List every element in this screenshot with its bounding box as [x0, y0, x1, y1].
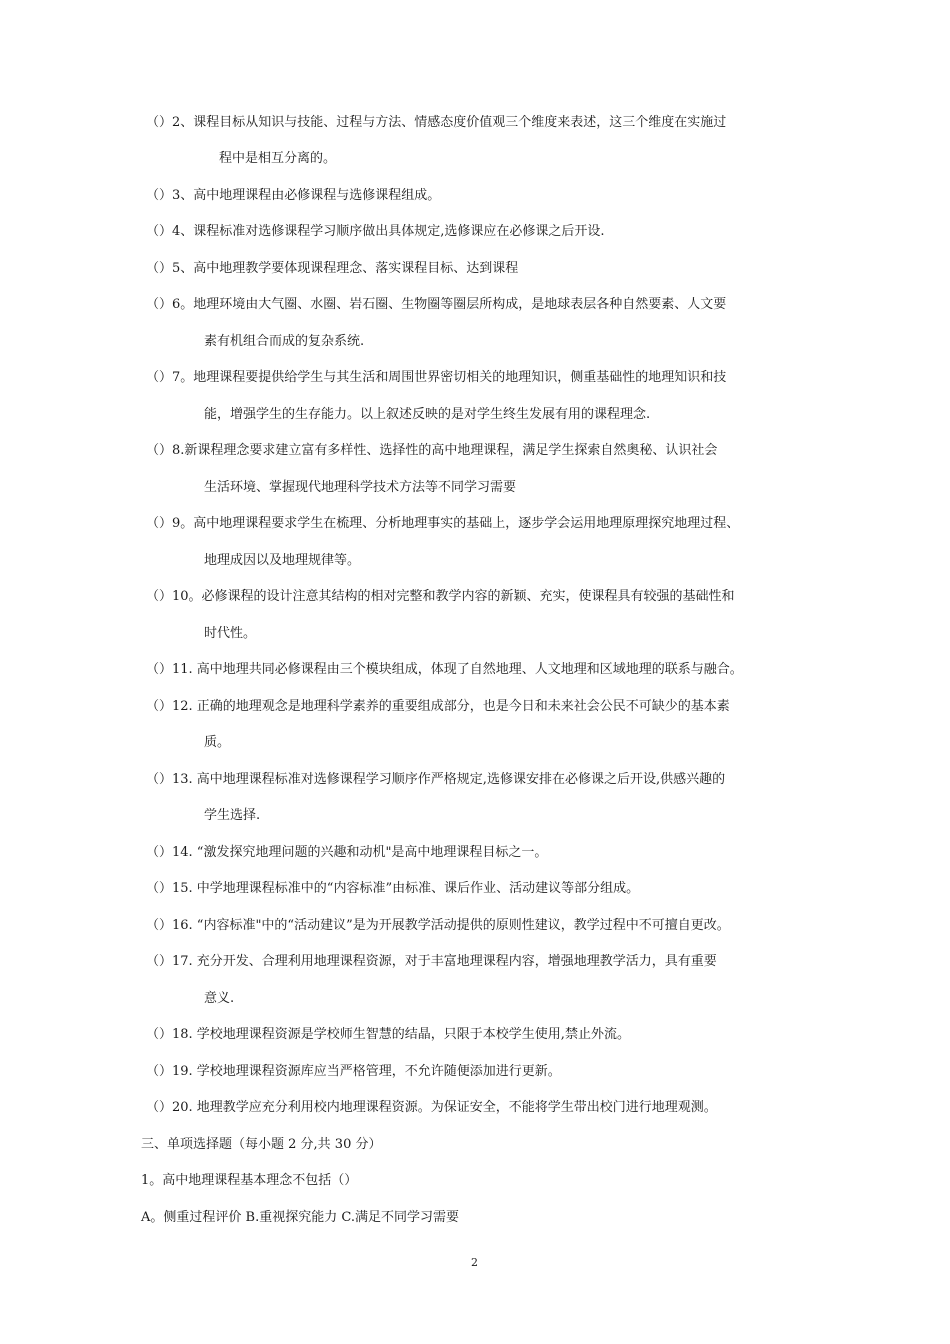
question-9-cont: 地理成因以及地理规律等。 — [204, 553, 361, 568]
question-6-cont: 素有机组合而成的复杂系统. — [204, 334, 365, 349]
section-heading-choice: 三、单项选择题（每小题 2 分,共 30 分） — [141, 1137, 382, 1152]
question-11: （）11. 高中地理共同必修课程由三个模块组成，体现了自然地理、人文地理和区域地理的联系与融合。 — [146, 662, 743, 677]
question-18: （）18. 学校地理课程资源是学校师生智慧的结晶，只限于本校学生使用,禁止外流。 — [146, 1027, 630, 1042]
question-4: （）4、课程标准对选修课程学习顺序做出具体规定,选修课应在必修课之后开设. — [146, 224, 605, 239]
question-9: （）9。高中地理课程要求学生在梳理、分析地理事实的基础上，逐步学会运用地理原理探究地理过程、 — [146, 516, 740, 531]
question-8: （）8.新课程理念要求建立富有多样性、选择性的高中地理课程，满足学生探索自然奥秘、认识社会 — [146, 443, 718, 458]
question-12: （）12. 正确的地理观念是地理科学素养的重要组成部分，也是今日和未来社会公民不可缺少的基本素 — [146, 699, 730, 714]
question-7-cont: 能，增强学生的生存能力。以上叙述反映的是对学生终生发展有用的课程理念. — [204, 407, 651, 422]
question-17-cont: 意义. — [204, 991, 235, 1006]
choice-question-1: 1。高中地理课程基本理念不包括（） — [141, 1173, 358, 1188]
question-19: （）19. 学校地理课程资源库应当严格管理，不允许随便添加进行更新。 — [146, 1064, 561, 1079]
question-12-cont: 质。 — [204, 735, 231, 750]
question-7: （）7。地理课程要提供给学生与其生活和周围世界密切相关的地理知识，侧重基础性的地理知识和技 — [146, 370, 727, 385]
question-8-cont: 生活环境、掌握现代地理科学技术方法等不同学习需要 — [204, 480, 517, 495]
question-14: （）14. “激发探究地理问题的兴趣和动机"是高中地理课程目标之一。 — [146, 845, 548, 860]
question-5: （）5、高中地理教学要体现课程理念、落实课程目标、达到课程 — [146, 261, 519, 276]
question-6: （）6。地理环境由大气圈、水圈、岩石圈、生物圈等圈层所构成，是地球表层各种自然要素、人文要 — [146, 297, 727, 312]
question-3: （）3、高中地理课程由必修课程与选修课程组成。 — [146, 188, 441, 203]
question-13-cont: 学生选择. — [204, 808, 261, 823]
question-15: （）15. 中学地理课程标准中的“内容标准”由标准、课后作业、活动建议等部分组成。 — [146, 881, 640, 896]
question-20: （）20. 地理教学应充分利用校内地理课程资源。为保证安全，不能将学生带出校门进行地理观测。 — [146, 1100, 717, 1115]
question-2-cont: 程中是相互分离的。 — [219, 151, 337, 166]
question-2: （）2、课程目标从知识与技能、过程与方法、情感态度价值观三个维度来表述，这三个维度在实施过 — [146, 115, 727, 130]
question-17: （）17. 充分开发、合理利用地理课程资源，对于丰富地理课程内容，增强地理教学活力，具有重要 — [146, 954, 717, 969]
page-number: 2 — [471, 1256, 478, 1269]
question-10: （）10。必修课程的设计注意其结构的相对完整和教学内容的新颖、充实，使课程具有较强的基础性和 — [146, 589, 735, 604]
question-13: （）13. 高中地理课程标准对选修课程学习顺序作严格规定,选修课安排在必修课之后开设,供感兴趣的 — [146, 772, 726, 787]
question-16: （）16. “内容标准"中的“活动建议”是为开展教学活动提供的原则性建议，教学过程中不可擅自更改。 — [146, 918, 730, 933]
question-10-cont: 时代性。 — [204, 626, 257, 641]
choice-question-1-options: A。侧重过程评价 B.重视探究能力 C.满足不同学习需要 — [141, 1210, 459, 1225]
